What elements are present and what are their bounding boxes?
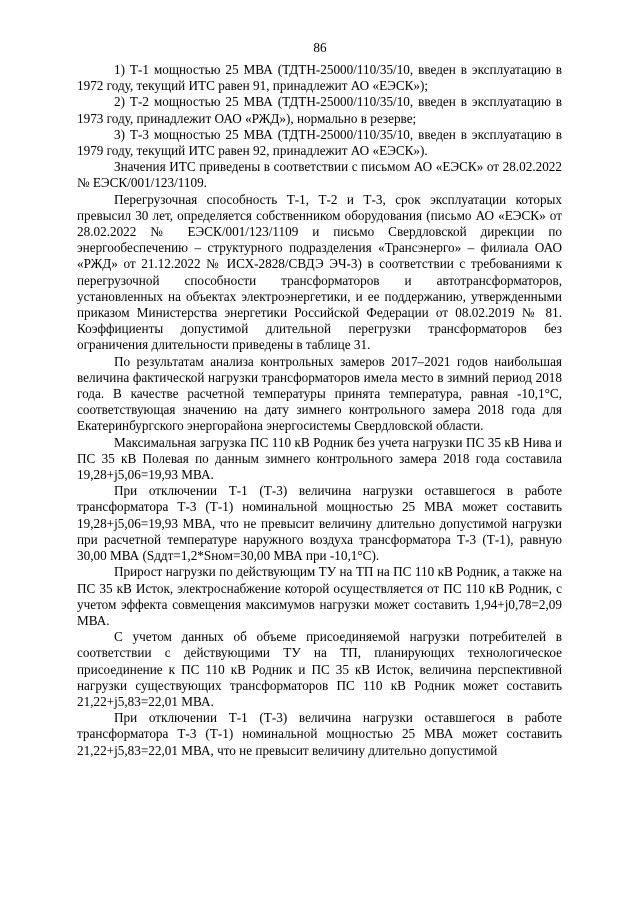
paragraph: 3) Т-3 мощностью 25 МВА (ТДТН-25000/110/35/10, введен в эксплуатацию в 1979 году, текущий ИТС равен 92, принадлежит АО «ЕЭСК»). (77, 126, 562, 159)
body-text (77, 62, 562, 759)
paragraph: Прирост нагрузки по действующим ТУ на ТП на ПС 110 кВ Родник, а также на ПС 35 кВ Исток, электроснабжение которой осуществляется от ПС 110 кВ Родник, с учетом эффекта совмещения максимумов нагрузки может составить 1,94+j0,78=2,09 МВА. (77, 564, 562, 628)
paragraph: С учетом данных об объеме присоединяемой нагрузки потребителей в соответствии с действующими ТУ на ТП, планирующих технологическое присоединение к ПС 110 кВ Родник и ПС 35 кВ Исток, величина перспективной нагрузки существующих трансформаторов ПС 110 кВ Родник может составить 21,22+j5,83=22,01 МВА. (77, 629, 562, 709)
paragraph: 2) Т-2 мощностью 25 МВА (ТДТН-25000/110/35/10, введен в эксплуатацию в 1973 году, принадлежит ОАО «РЖД»), нормально в резерве; (77, 94, 562, 126)
page-number: 86 (313, 40, 327, 55)
paragraph: Перегрузочная способность Т-1, Т-2 и Т-3, срок эксплуатации которых превысил 30 лет, определяется собственником оборудования (письмо АО «ЕЭСК» от 28.02.2022 № ЕЭСК/001/123/1109 и письмо Свердловской дирекции по энергообеспечению – структурного подразделения «Трансэнерго» – филиала ОАО «РЖД» от 21.12.2022 № ИСХ-2828/СВДЭ ЭЧ-3) в соответствии с требованиями к перегрузочной способности трансформаторов и автотрансформаторов, установленных на объектах электроэнергетики, и ее поддержанию, утвержденными приказом Министерства энергетики Российской Федерации от 08.02.2019 № 81. Коэффициенты допустимой длительной перегрузки трансформаторов без ограничения длительности приведены в таблице 31. (77, 191, 562, 353)
paragraph: При отключении Т-1 (Т-3) величина нагрузки оставшегося в работе трансформатора Т-3 (Т-1) номинальной мощностью 25 МВА может составить 19,28+j5,06=19,93 МВА, что не превысит величину длительно допустимой нагрузки при расчетной температуре наружного воздуха трансформатора Т-3 (Т-1), равную 30,00 МВА (Sддт=1,2*Sном=30,00 МВА при -10,1°С). (77, 483, 562, 564)
paragraph: Максимальная загрузка ПС 110 кВ Родник без учета нагрузки ПС 35 кВ Нива и ПС 35 кВ Полевая по данным зимнего контрольного замера 2018 года составила 19,28+j5,06=19,93 МВА. (77, 434, 562, 483)
paragraph: По результатам анализа контрольных замеров 2017–2021 годов наибольшая величина фактической нагрузки трансформаторов имела место в зимний период 2018 года. В качестве расчетной температуры принята температура, равная -10,1°С, соответствующая значению на дату зимнего контрольного замера 2018 года для Екатеринбургского энергорайона энергосистемы Свердловской области. (77, 353, 562, 434)
paragraph: Значения ИТС приведены в соответствии с письмом АО «ЕЭСК» от 28.02.2022 № ЕЭСК/001/123/1109. (77, 159, 562, 191)
paragraph: 1) Т-1 мощностью 25 МВА (ТДТН-25000/110/35/10, введен в эксплуатацию в 1972 году, текущий ИТС равен 91, принадлежит АО «ЕЭСК»); (77, 62, 562, 94)
paragraph: При отключении Т-1 (Т-3) величина нагрузки оставшегося в работе трансформатора Т-3 (Т-1) номинальной мощностью 25 МВА может составить 21,22+j5,83=22,01 МВА, что не превысит величину длительно допустимой (77, 710, 562, 758)
